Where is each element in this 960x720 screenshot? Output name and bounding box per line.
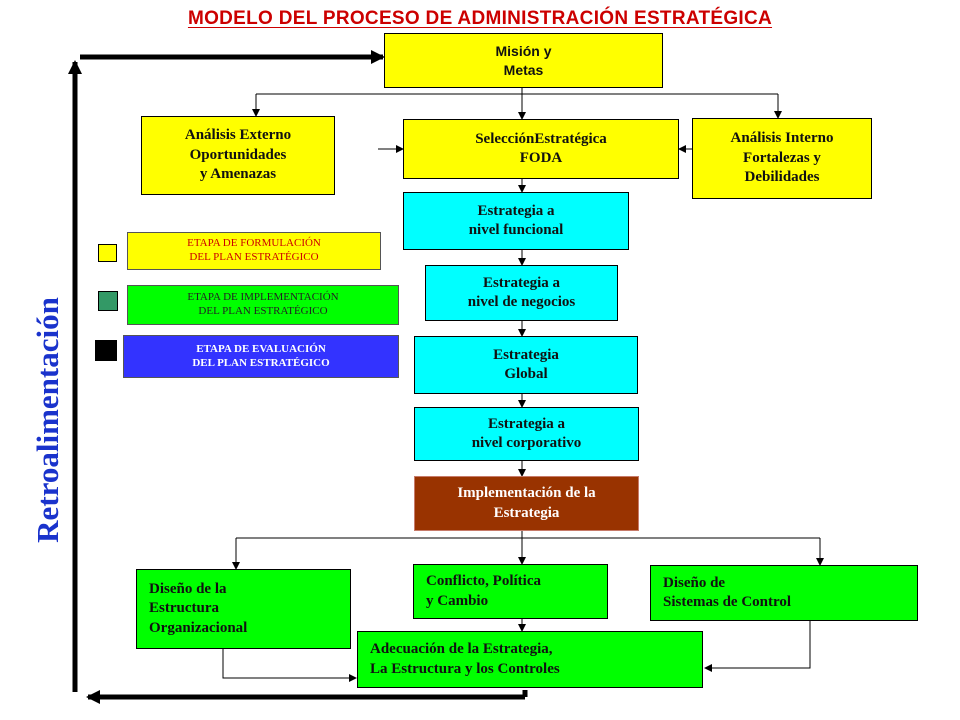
- legend-swatch-implementacion: [98, 291, 118, 311]
- box-estrategia-corporativo: Estrategia a nivel corporativo: [414, 407, 639, 461]
- diagram-title: MODELO DEL PROCESO DE ADMINISTRACIÓN ESTRATÉGICA: [187, 8, 773, 29]
- legend-implementacion: ETAPA DE IMPLEMENTACIÓN DEL PLAN ESTRATÉGICO: [127, 285, 399, 325]
- box-diseno-control: Diseño de Sistemas de Control: [650, 565, 918, 621]
- feedback-label: Retroalimentación: [30, 297, 65, 543]
- box-seleccion-estrategica: SelecciónEstratégica FODA: [403, 119, 679, 179]
- legend-swatch-evaluacion: [95, 340, 117, 361]
- box-implementacion: Implementación de la Estrategia: [414, 476, 639, 531]
- box-estrategia-funcional: Estrategia a nivel funcional: [403, 192, 629, 250]
- box-estrategia-global: Estrategia Global: [414, 336, 638, 394]
- box-mision-metas: Misión y Metas: [384, 33, 663, 88]
- box-adecuacion: Adecuación de la Estrategia, La Estructura y los Controles: [357, 631, 703, 688]
- legend-evaluacion: ETAPA DE EVALUACIÓN DEL PLAN ESTRATÉGICO: [123, 335, 399, 378]
- box-estrategia-negocios: Estrategia a nivel de negocios: [425, 265, 618, 321]
- arrow-estructura-adecuacion: [223, 649, 356, 678]
- box-analisis-externo: Análisis Externo Oportunidades y Amenazas: [141, 116, 335, 195]
- box-analisis-interno: Análisis Interno Fortalezas y Debilidades: [692, 118, 872, 199]
- box-conflicto-politica: Conflicto, Política y Cambio: [413, 564, 608, 619]
- arrow-control-adecuacion: [705, 621, 810, 668]
- legend-swatch-formulacion: [98, 244, 117, 262]
- box-diseno-estructura: Diseño de la Estructura Organizacional: [136, 569, 351, 649]
- legend-formulacion: ETAPA DE FORMULACIÓN DEL PLAN ESTRATÉGICO: [127, 232, 381, 270]
